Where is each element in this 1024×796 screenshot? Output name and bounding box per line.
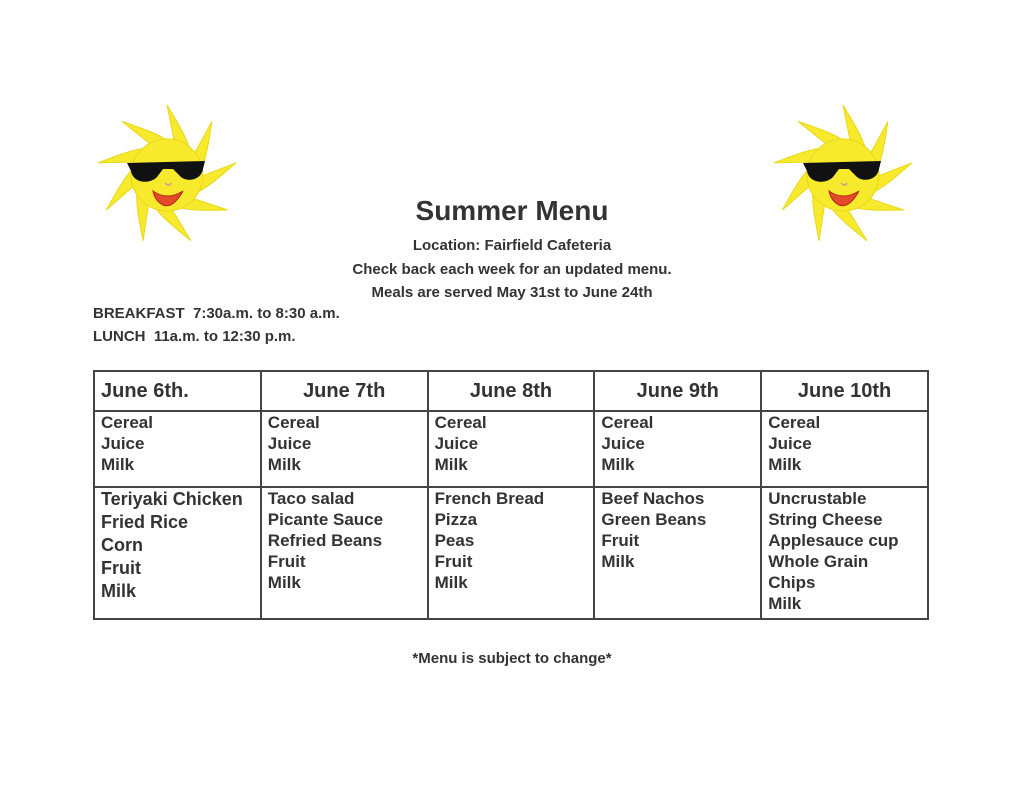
menu-item: Corn	[101, 535, 143, 555]
sun-sunglasses-icon	[768, 100, 918, 250]
menu-item: Fruit	[101, 558, 141, 578]
menu-item: Applesauce cup	[768, 531, 899, 550]
lunch-cell	[761, 487, 928, 619]
menu-item: Whole Grain	[768, 552, 869, 571]
menu-item: Cereal	[101, 413, 153, 432]
breakfast-hours: BREAKFAST 7:30a.m. to 8:30 a.m.	[93, 305, 340, 322]
menu-item: Milk	[434, 573, 468, 592]
lunch-cell	[428, 487, 595, 619]
sun-sunglasses-icon	[92, 100, 242, 250]
lunch-row	[94, 487, 928, 619]
menu-item: Milk	[768, 594, 802, 613]
menu-item: String Cheese	[768, 510, 883, 529]
menu-item: Cereal	[434, 413, 487, 432]
breakfast-cell	[428, 411, 595, 487]
menu-item: Fried Rice	[101, 512, 189, 532]
date-header: June 10th	[761, 371, 928, 411]
breakfast-cell	[594, 411, 761, 487]
location-text: Location: Fairfield Cafeteria	[412, 237, 612, 254]
menu-item: Milk	[601, 455, 635, 474]
date-header: June 6th.	[94, 371, 261, 411]
breakfast-cell	[94, 411, 261, 487]
menu-item: Peas	[434, 531, 475, 550]
menu-item: Pizza	[434, 510, 478, 529]
menu-item: Uncrustable	[768, 489, 867, 508]
menu-item: Milk	[101, 455, 135, 474]
page-title: Summer Menu	[415, 195, 609, 226]
breakfast-cell	[761, 411, 928, 487]
menu-item: Juice	[101, 434, 145, 453]
served-dates: Meals are served May 31st to June 24th	[371, 284, 653, 301]
menu-item: Taco salad	[267, 489, 355, 508]
menu-item: Milk	[101, 581, 137, 601]
menu-item: Milk	[267, 573, 301, 592]
menu-item: Green Beans	[601, 510, 707, 529]
menu-item: Juice	[601, 434, 645, 453]
menu-item: Milk	[601, 552, 635, 571]
menu-item: Cereal	[768, 413, 821, 432]
menu-item: Juice	[768, 434, 812, 453]
menu-item: Beef Nachos	[601, 489, 705, 508]
breakfast-row	[94, 411, 928, 487]
date-header: June 8th	[428, 371, 595, 411]
menu-item: Fruit	[434, 552, 473, 571]
footnote: *Menu is subject to change*	[412, 650, 612, 667]
menu-item: French Bread	[434, 489, 545, 508]
menu-item: Cereal	[601, 413, 654, 432]
menu-table	[93, 370, 929, 620]
menu-item: Fruit	[267, 552, 306, 571]
menu-item: Picante Sauce	[267, 510, 384, 529]
lunch-cell	[594, 487, 761, 619]
menu-item: Juice	[267, 434, 312, 453]
date-header: June 7th	[261, 371, 428, 411]
menu-item: Cereal	[267, 413, 320, 432]
menu-item: Teriyaki Chicken	[101, 489, 243, 509]
menu-item: Fruit	[601, 531, 640, 550]
update-note: Check back each week for an updated menu.	[352, 261, 672, 278]
date-header: June 9th	[594, 371, 761, 411]
menu-item: Milk	[768, 455, 802, 474]
lunch-hours: LUNCH 11a.m. to 12:30 p.m.	[93, 328, 296, 345]
date-header-row	[94, 371, 928, 411]
breakfast-cell	[261, 411, 428, 487]
menu-item: Juice	[434, 434, 479, 453]
menu-item: Refried Beans	[267, 531, 383, 550]
menu-item: Chips	[768, 573, 816, 592]
lunch-cell	[261, 487, 428, 619]
menu-item: Milk	[267, 455, 301, 474]
menu-item: Milk	[434, 455, 468, 474]
lunch-cell	[94, 487, 261, 619]
